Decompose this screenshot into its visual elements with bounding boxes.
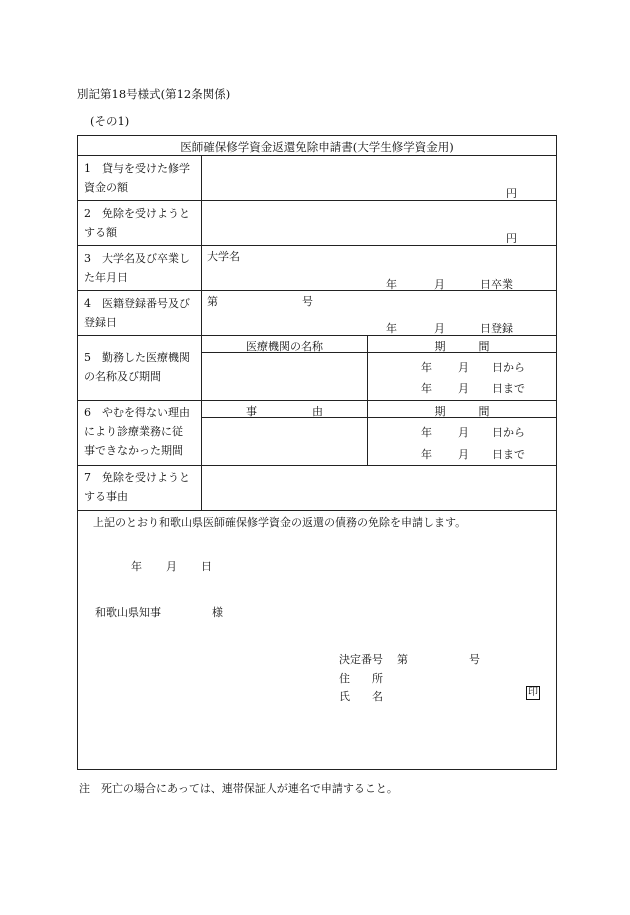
registration-dai: 第 [207,295,218,308]
row1-label-line1: 1 貸与を受けた修学 [84,162,190,175]
university-name-label: 大学名 [207,250,240,263]
row6-matter-header: 事 由 [246,405,323,418]
row4-label-line2: 登録日 [84,316,117,329]
seal-stamp: 印 [528,687,538,698]
decision-number-label: 決定番号 [339,653,383,666]
application-year: 年 [131,560,142,573]
exemption-reason-field[interactable] [202,466,555,509]
row2-label-line2: する額 [84,226,117,239]
row7-label-line2: する事由 [84,490,128,503]
row5-label-line1: 5 勤務した医療機関 [84,351,190,364]
application-day: 日 [201,560,212,573]
name-label: 氏 名 [339,690,383,703]
registration-month: 月 [434,322,445,335]
row5-to-day: 日まで [492,382,525,395]
footnote: 注 死亡の場合にあっては、連帯保証人が連名で申請すること。 [79,782,398,795]
decision-go: 号 [469,653,480,666]
row6-period-header: 期 間 [434,405,490,418]
row7-label-line1: 7 免除を受けようと [84,471,190,484]
row2-label-line1: 2 免除を受けようと [84,207,190,220]
addressee: 和歌山県知事 [95,606,161,619]
row5-from-month: 月 [458,361,469,374]
row6-from-month: 月 [458,426,469,439]
registration-go: 号 [302,295,313,308]
row5-to-year: 年 [421,382,432,395]
address-label: 住 所 [339,672,383,685]
row6-from-year: 年 [421,426,432,439]
row4-label-line1: 4 医籍登録番号及び [84,297,190,310]
row5-from-year: 年 [421,361,432,374]
row5-label-line2: の名称及び期間 [84,370,161,383]
row3-label-line1: 3 大学名及び卒業し [84,252,190,265]
row5-period-header: 期 間 [434,340,490,353]
graduation-year: 年 [386,278,397,291]
row5-from-day: 日から [492,361,525,374]
institution-name-field[interactable] [202,353,366,399]
application-month: 月 [166,560,177,573]
row6-from-day: 日から [492,426,525,439]
form-number: 別記第18号様式(第12条関係) [77,87,231,101]
row1-label-line2: 資金の額 [84,181,128,194]
graduation-month: 月 [434,278,445,291]
row1-unit: 円 [506,187,517,200]
loan-amount-field[interactable] [202,156,555,199]
decision-dai: 第 [397,653,408,666]
form-title: 医師確保修学資金返還免除申請書(大学生修学資金用) [180,140,454,154]
row6-to-month: 月 [458,448,469,461]
row6-label-line2: により診療業務に従 [84,425,183,438]
sub-number: (その1) [90,114,130,128]
row3-label-line2: た年月日 [84,271,128,284]
registration-day: 日登録 [480,322,513,335]
row6-to-day: 日まで [492,448,525,461]
graduation-day: 日卒業 [480,278,513,291]
row5-to-month: 月 [458,382,469,395]
row6-label-line1: 6 やむを得ない理由 [84,406,190,419]
exemption-amount-field[interactable] [202,201,555,244]
row5-name-header: 医療機関の名称 [246,340,323,353]
row6-label-line3: 事できなかった期間 [84,444,183,457]
honorific: 様 [212,606,223,619]
application-statement: 上記のとおり和歌山県医師確保修学資金の返還の債務の免除を申請します。 [93,516,467,529]
registration-year: 年 [386,322,397,335]
row2-unit: 円 [506,232,517,245]
row6-to-year: 年 [421,448,432,461]
reason-field[interactable] [202,418,366,464]
